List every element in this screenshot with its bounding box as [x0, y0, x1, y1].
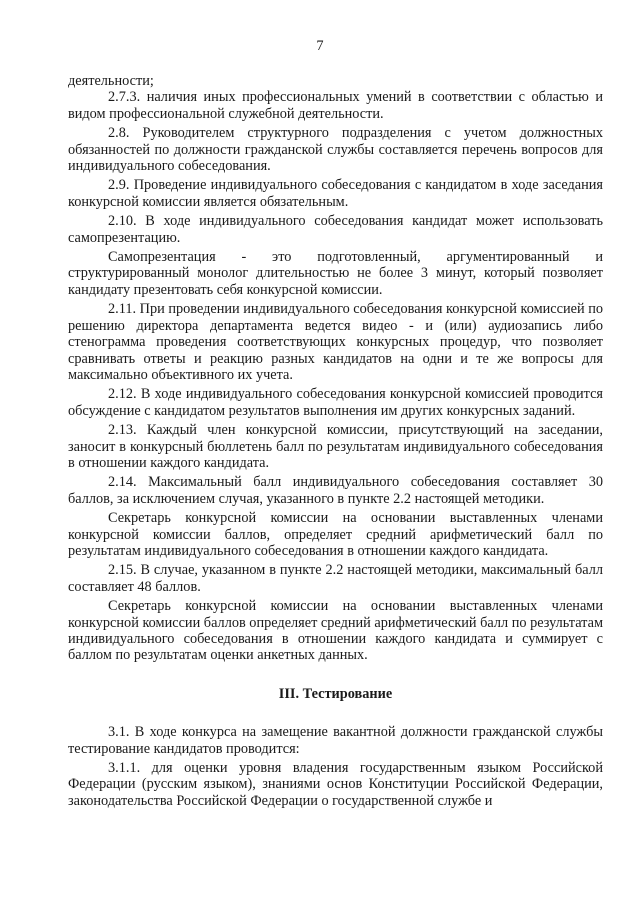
paragraph-self-presentation: Самопрезентация - это подготовленный, аргументированный и структурированный монолог длительностью не более 3 минут, который позволяет кандидату презентовать себя конкурсной комиссии.	[68, 249, 603, 298]
paragraph-2-8: 2.8. Руководителем структурного подразделения с учетом должностных обязанностей по должности гражданской службы составляется перечень вопросов для индивидуального собеседования.	[68, 125, 603, 175]
paragraph-2-10: 2.10. В ходе индивидуального собеседования кандидат может использовать самопрезентацию.	[68, 213, 603, 246]
paragraph-3-1-1: 3.1.1. для оценки уровня владения государственным языком Российской Федерации (русским языком), знаниями основ Конституции Российской Федерации, законодательства Российской Федерации о государственной службе и	[68, 760, 603, 809]
document-body	[68, 73, 603, 809]
section-heading: III. Тестирование	[278, 685, 393, 702]
paragraph-continuation: деятельности;	[68, 73, 154, 89]
paragraph-2-9: 2.9. Проведение индивидуального собеседования с кандидатом в ходе заседания конкурсной комиссии является обязательным.	[68, 177, 603, 210]
paragraph-2-13: 2.13. Каждый член конкурсной комиссии, присутствующий на заседании, заносит в конкурсный бюллетень балл по результатам индивидуального собеседования в отношении каждого кандидата.	[68, 422, 603, 471]
paragraph-2-7-3: 2.7.3. наличия иных профессиональных умений в соответствии с областью и видом профессиональной служебной деятельности.	[68, 89, 603, 122]
paragraph-2-12: 2.12. В ходе индивидуального собеседования конкурсной комиссией проводится обсуждение с кандидатом результатов выполнения им других конкурсных заданий.	[68, 386, 603, 419]
paragraph-secretary-2: Секретарь конкурсной комиссии на основании выставленных членами конкурсной комиссии баллов определяет средний арифметический балл по результатам индивидуального собеседования в отношении каждого кандидата и суммирует с баллом по результатам оценки анкетных данных.	[68, 598, 603, 664]
page-number: 7	[316, 38, 324, 54]
paragraph-3-1: 3.1. В ходе конкурса на замещение вакантной должности гражданской службы тестирование кандидатов проводится:	[68, 724, 603, 757]
paragraph-2-15: 2.15. В случае, указанном в пункте 2.2 настоящей методики, максимальный балл составляет 48 баллов.	[68, 562, 603, 595]
paragraph-2-14: 2.14. Максимальный балл индивидуального собеседования составляет 30 баллов, за исключением случая, указанного в пункте 2.2 настоящей методики.	[68, 474, 603, 507]
paragraph-2-11: 2.11. При проведении индивидуального собеседования конкурсной комиссией по решению директора департамента ведется видео - и (или) аудиозапись либо стенограмма проведения соответствующих конкурсных процедур, что позволяет сравнивать ответы и реакцию разных кандидатов на одни и те же вопросы для максимально объективного их учета.	[68, 301, 603, 383]
paragraph-secretary-1: Секретарь конкурсной комиссии на основании выставленных членами конкурсной комиссии баллов, определяет средний арифметический балл по результатам индивидуального собеседования в отношении каждого кандидата.	[68, 510, 603, 559]
